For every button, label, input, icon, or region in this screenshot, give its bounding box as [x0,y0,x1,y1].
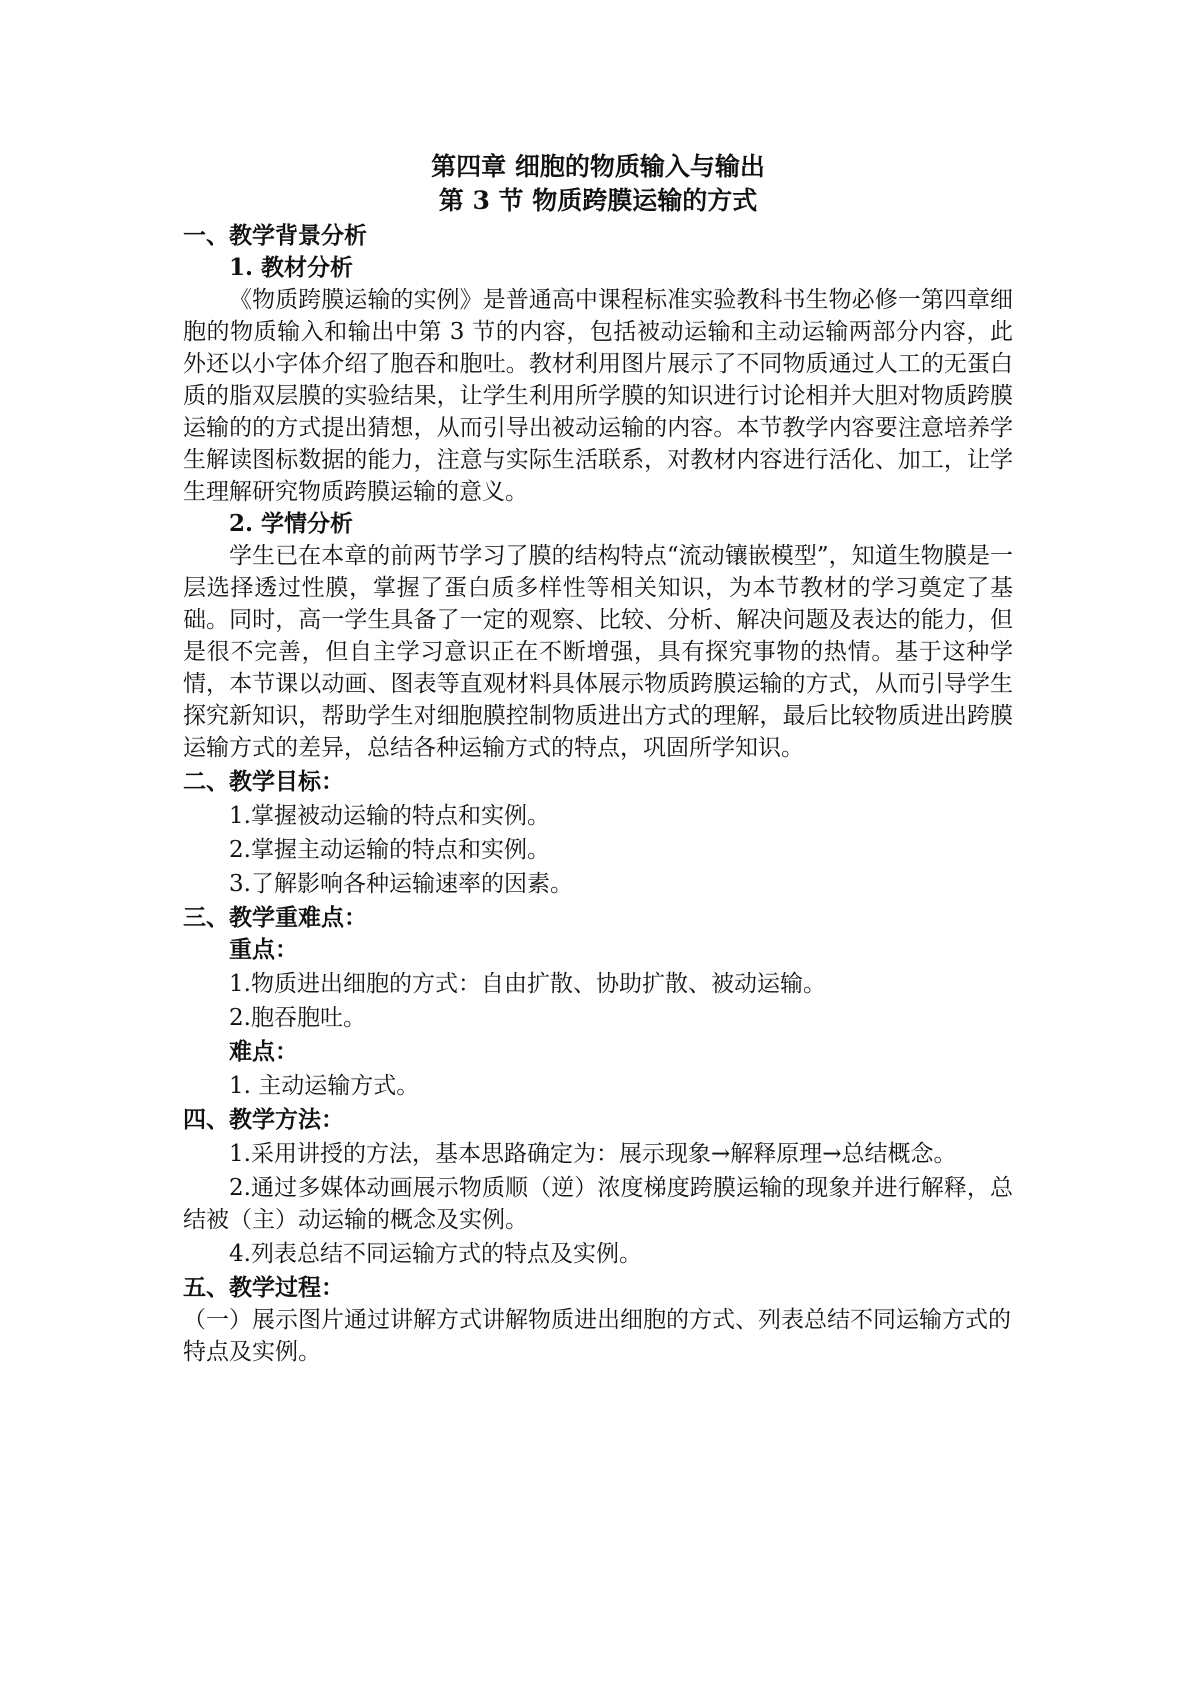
difficult-points-label: 难点： [229,1038,298,1065]
section-1-heading: 一、教学背景分析 [183,222,367,249]
process-paragraph: （一）展示图片通过讲解方式讲解物质进出细胞的方式、列表总结不同运输方式的特点及实例。 [183,1307,1011,1365]
key-point-item: 1.物质进出细胞的方式：自由扩散、协助扩散、被动运输。 [229,971,826,997]
section-title: 第 3 节 物质跨膜运输的方式 [438,186,758,215]
method-item: 2.通过多媒体动画展示物质顺（逆）浓度梯度跨膜运输的现象并进行解释，总结被（主）动运输的概念及实例。 [183,1175,1013,1233]
key-point-item: 2.胞吞胞吐。 [229,1005,366,1031]
objective-item: 1.掌握被动运输的特点和实例。 [229,803,550,829]
document-page [183,150,1013,1368]
difficult-point-item: 1. 主动运输方式。 [229,1073,420,1099]
key-points-label: 重点： [229,936,298,963]
objective-item: 3.了解影响各种运输速率的因素。 [229,871,573,897]
method-item: 1.采用讲授的方法，基本思路确定为：展示现象→解释原理→总结概念。 [229,1141,957,1167]
student-analysis-paragraph: 学生已在本章的前两节学习了膜的结构特点“流动镶嵌模型”，知道生物膜是一层选择透过性膜，掌握了蛋白质多样性等相关知识，为本节教材的学习奠定了基础。同时，高一学生具备了一定的观察、比较、分析、解决问题及表达的能力，但是很不完善，但自主学习意识正在不断增强，具有探究事物的热情。基于这种学情，本节课以动画、图表等直观材料具体展示物质跨膜运输的方式，从而引导学生探究新知识，帮助学生对细胞膜控制物质进出方式的理解，最后比较物质进出跨膜运输方式的差异，总结各种运输方式的特点，巩固所学知识。 [183,543,1013,761]
section-3-heading: 三、教学重难点： [183,904,367,931]
section-4-heading: 四、教学方法： [183,1106,344,1133]
section-2-heading: 二、教学目标： [183,768,344,795]
textbook-analysis-paragraph: 《物质跨膜运输的实例》是普通高中课程标准实验教科书生物必修一第四章细胞的物质输入和输出中第 3 节的内容，包括被动运输和主动运输两部分内容，此外还以小字体介绍了胞吞和胞吐。教材利用图片展示了不同物质通过人工的无蛋白质的脂双层膜的实验结果，让学生利用所学膜的知识进行讨论相并大胆对物质跨膜运输的的方式提出猜想，从而引导出被动运输的内容。本节教学内容要注意培养学生解读图标数据的能力，注意与实际生活联系，对教材内容进行活化、加工，让学生理解研究物质跨膜运输的意义。 [183,287,1013,505]
student-analysis-heading: 2. 学情分析 [229,510,354,537]
objective-item: 2.掌握主动运输的特点和实例。 [229,837,550,863]
section-5-heading: 五、教学过程： [183,1274,344,1301]
method-item: 4.列表总结不同运输方式的特点及实例。 [229,1241,642,1267]
chapter-title: 第四章 细胞的物质输入与输出 [431,152,765,181]
textbook-analysis-heading: 1. 教材分析 [229,254,354,281]
